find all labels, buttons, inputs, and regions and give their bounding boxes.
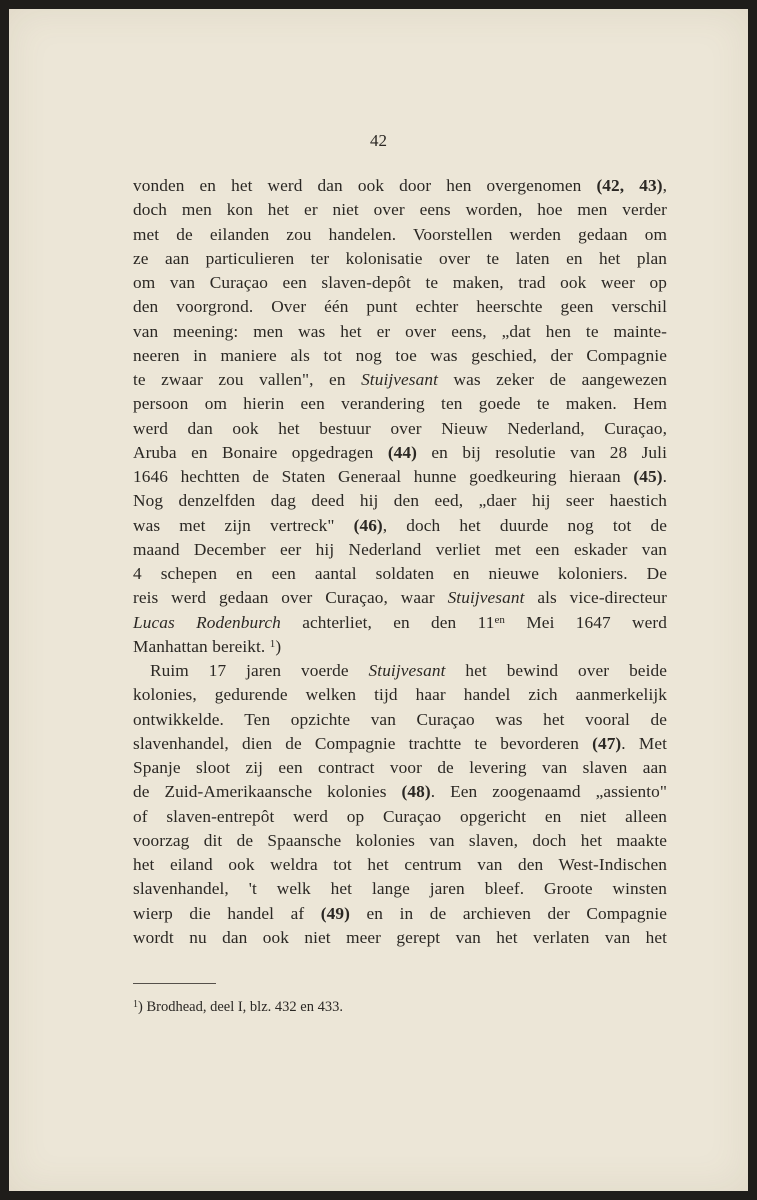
text-segment: . Een zoogenaamd „assiento"	[430, 782, 667, 802]
text-line	[133, 465, 667, 489]
page-number: 42	[370, 131, 387, 150]
text-segment: Manhattan bereikt.	[133, 636, 270, 656]
text-line	[133, 635, 667, 659]
text-line	[133, 586, 667, 610]
text-line	[133, 732, 667, 756]
text-segment: ze aan particulieren ter kolonisatie over te laten en het plan	[133, 248, 667, 268]
text-line	[133, 683, 667, 707]
text-line	[133, 295, 667, 319]
text-line	[133, 223, 667, 247]
text-line	[133, 853, 667, 877]
text-segment: Nog denzelfden dag deed hij den eed, „daer hij seer haestich	[133, 491, 667, 511]
text-segment: kolonies, gedurende welken tijd haar handel zich aanmerkelijk	[133, 685, 667, 705]
italic-text: Stuijvesant	[361, 370, 438, 389]
text-segment: .	[662, 467, 667, 486]
text-line	[133, 805, 667, 829]
text-segment: ,	[662, 176, 668, 195]
text-segment: 4 schepen en een aantal soldaten en nieuwe koloniers. De	[133, 564, 667, 583]
italic-text: Lucas Rodenburch	[133, 612, 281, 632]
italic-text: Stuijvesant	[368, 661, 446, 680]
text-segment: werd dan ook het bestuur over Nieuw Nederland, Curaçao,	[133, 418, 667, 438]
text-line	[133, 926, 667, 950]
footnote-rule	[133, 983, 216, 984]
text-segment: reis werd gedaan over Curaçao, waar	[133, 588, 448, 608]
reference-number: (46)	[353, 515, 383, 535]
text-segment: wordt nu dan ook niet meer gerept van het verlaten van het	[133, 927, 667, 947]
text-line	[133, 320, 667, 344]
text-segment: het bewind over beide	[445, 661, 667, 680]
text-segment: den voorgrond. Over één punt echter heerschte geen verschil	[133, 297, 667, 317]
text-segment: Aruba en Bonaire opgedragen	[133, 442, 388, 462]
reference-number: (42, 43)	[596, 176, 663, 195]
text-segment: om van Curaçao een slaven-depôt te maken, trad ook weer op	[133, 273, 667, 292]
text-segment: 1646 hechtten de Staten Generaal hunne goedkeuring hieraan	[133, 467, 634, 486]
text-segment: slavenhandel, dien de Compagnie trachtte te bevorderen	[133, 733, 593, 753]
reference-number: (47)	[592, 733, 622, 753]
text-line	[133, 780, 667, 804]
text-segment: , doch het duurde nog tot de	[382, 515, 667, 535]
text-segment: Ruim 17 jaren voerde	[150, 661, 369, 680]
text-segment: was zeker de aangewezen	[438, 370, 667, 389]
text-line	[133, 441, 667, 465]
reference-number: (45)	[633, 467, 663, 486]
text-segment: Spanje sloot zij een contract voor de levering van slaven aan	[133, 758, 667, 777]
body-text	[133, 174, 667, 950]
text-segment: Mei 1647 werd	[505, 612, 667, 632]
text-segment: met de eilanden zou handelen. Voorstellen werden gedaan om	[133, 224, 667, 244]
text-segment: voorzag dit de Spaansche kolonies van slaven, doch het maakte	[133, 830, 667, 850]
text-line	[133, 538, 667, 562]
text-line	[133, 514, 667, 538]
text-line	[133, 611, 667, 635]
text-line	[133, 271, 667, 295]
reference-number: (48)	[401, 782, 431, 802]
text-line	[133, 247, 667, 271]
text-segment: . Met	[621, 733, 667, 753]
footnote-marker: 1	[133, 999, 138, 1010]
text-segment: )	[275, 636, 282, 656]
text-segment: achterliet, en den 11	[280, 612, 495, 632]
text-line	[133, 708, 667, 732]
text-line	[133, 417, 667, 441]
text-line	[133, 489, 667, 513]
text-line	[133, 829, 667, 853]
text-segment: was met zijn vertreck"	[133, 515, 354, 535]
text-line	[133, 659, 667, 683]
superscript: en	[494, 613, 506, 626]
text-line	[133, 344, 667, 368]
text-segment: te zwaar zou vallen", en	[133, 370, 362, 389]
text-segment: neeren in maniere als tot nog toe was geschied, der Compagnie	[133, 345, 667, 365]
text-line	[133, 877, 667, 901]
text-line	[133, 756, 667, 780]
text-line	[133, 562, 667, 586]
text-segment: het eiland ook weldra tot het centrum van den West-Indischen	[133, 855, 667, 874]
text-segment: de Zuid-Amerikaansche kolonies	[133, 782, 402, 802]
text-segment: slavenhandel, 't welk het lange jaren bleef. Groote winsten	[133, 879, 667, 899]
text-line	[133, 198, 667, 222]
text-segment: en bij resolutie van 28 Juli	[417, 442, 667, 462]
text-segment: van meening: men was het er over eens, „dat hen te mainte-	[133, 321, 667, 341]
footnote-text: ) Brodhead, deel I, blz. 432 en 433.	[138, 999, 343, 1015]
text-line	[133, 902, 667, 926]
text-segment: wierp die handel af	[133, 903, 321, 923]
italic-text: Stuijvesant	[447, 588, 525, 608]
superscript: 1	[269, 637, 276, 650]
text-segment: persoon om hierin een verandering ten goede te maken. Hem	[133, 394, 667, 414]
text-segment: vonden en het werd dan ook door hen overgenomen	[133, 176, 597, 195]
reference-number: (49)	[320, 903, 350, 923]
text-segment: als vice-directeur	[524, 588, 667, 608]
text-segment: maand December eer hij Nederland verliet met een eskader van	[133, 539, 667, 559]
text-segment: doch men kon het er niet over eens worden, hoe men verder	[133, 200, 667, 220]
reference-number: (44)	[387, 442, 418, 462]
text-line	[133, 392, 667, 416]
footnote	[133, 999, 343, 1016]
text-segment: ontwikkelde. Ten opzichte van Curaçao was het vooral de	[133, 709, 667, 729]
text-segment: en in de archieven der Compagnie	[349, 903, 667, 923]
text-line	[133, 174, 667, 198]
text-segment: of slaven-entrepôt werd op Curaçao opgericht en niet alleen	[133, 806, 667, 826]
text-line	[133, 368, 667, 392]
